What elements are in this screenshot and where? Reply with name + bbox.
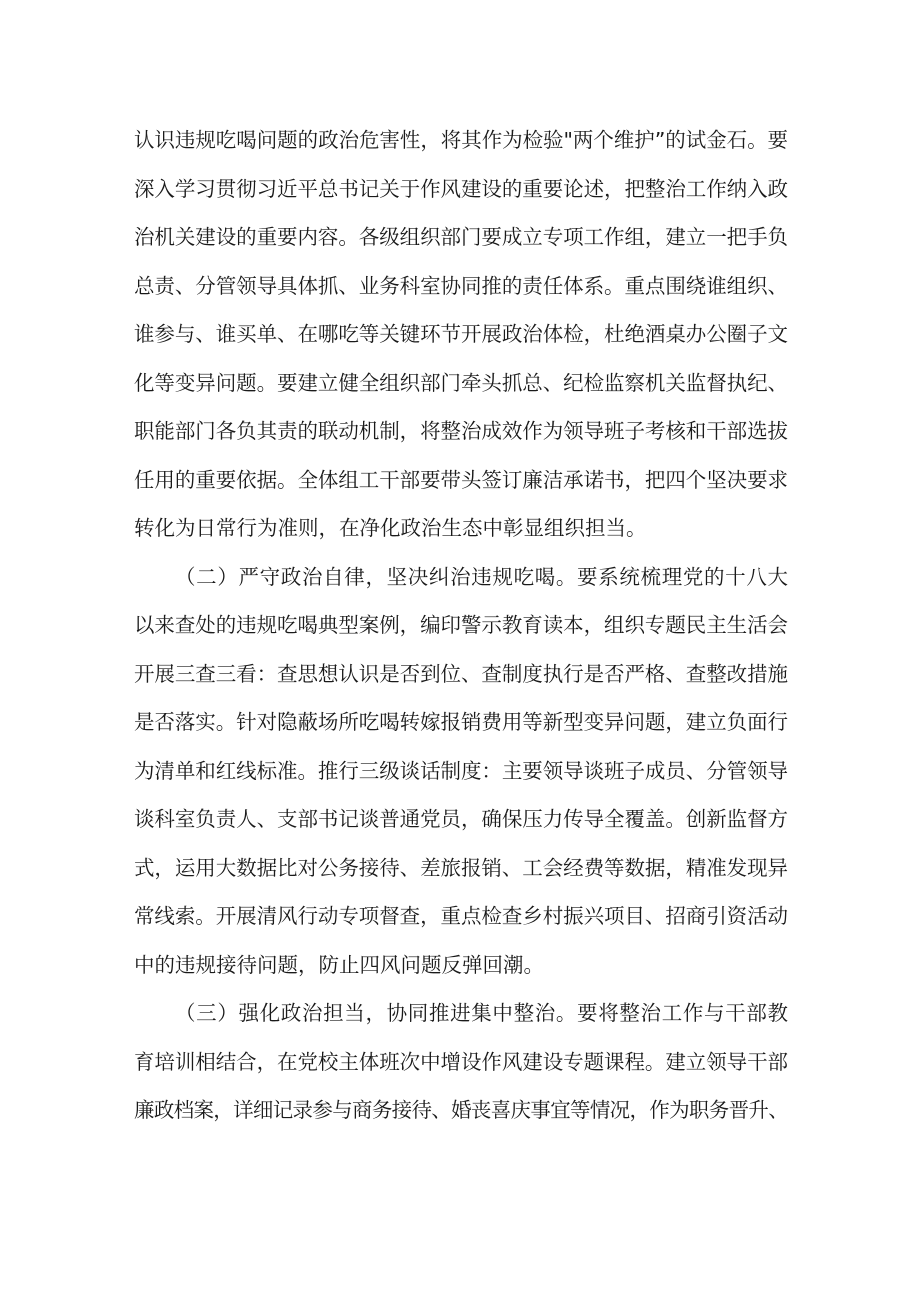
text-line: （三）强化政治担当，协同推进集中整治。要将整治工作与干部教 (175, 1001, 788, 1025)
text-line: 谈科室负责人、支部书记谈普通党员，确保压力传导全覆盖。创新监督方 (134, 807, 788, 831)
paragraph-2 (134, 553, 788, 990)
text-line: 是否落实。针对隐蔽场所吃喝转嫁报销费用等新型变异问题，建立负面行 (134, 710, 788, 734)
text-line: 常线索。开展清风行动专项督查，重点检查乡村振兴项目、招商引资活动 (134, 904, 788, 928)
text-line: 职能部门各负其责的联动机制，将整治成效作为领导班子考核和干部选拔 (134, 419, 788, 443)
text-line: 治机关建设的重要内容。各级组织部门要成立专项工作组，建立一把手负 (134, 225, 788, 249)
text-line: 化等变异问题。要建立健全组织部门牵头抓总、纪检监察机关监督执纪、 (134, 370, 788, 395)
text-line: 任用的重要依据。全体组工干部要带头签订廉洁承诺书，把四个坚决要求 (134, 467, 788, 492)
paragraph-1 (134, 116, 788, 553)
text-line: 式，运用大数据比对公务接待、差旅报销、工会经费等数据，精准发现异 (134, 855, 788, 880)
text-line: 以来查处的违规吃喝典型案例，编印警示教育读本，组织专题民主生活会 (134, 613, 788, 637)
text-line: 廉政档案，详细记录参与商务接待、婚丧喜庆事宜等情况，作为职务晋升、 (134, 1098, 788, 1122)
text-line: 总责、分管领导具体抓、业务科室协同推的责任体系。重点围绕谁组织、 (134, 273, 788, 298)
text-line: 育培训相结合，在党校主体班次中增设作风建设专题课程。建立领导干部 (134, 1049, 788, 1074)
document-body (134, 116, 788, 1135)
text-line: 为清单和红线标准。推行三级谈话制度：主要领导谈班子成员、分管领导 (134, 758, 788, 783)
text-line: 认识违规吃喝问题的政治危害性，将其作为检验"两个维护”的试金石。要 (134, 128, 788, 152)
text-line: 中的违规接待问题，防止四风问题反弹回潮。 (134, 952, 544, 977)
text-line: 谁参与、谁买单、在哪吃等关键环节开展政治体检，杜绝酒桌办公圈子文 (134, 322, 788, 346)
text-line: 开展三查三看：查思想认识是否到位、查制度执行是否严格、查整改措施 (134, 661, 788, 686)
text-line: 转化为日常行为准则，在净化政治生态中彰显组织担当。 (134, 516, 647, 540)
paragraph-3 (134, 989, 788, 1135)
text-line: （二）严守政治自律，坚决纠治违规吃喝。要系统梳理党的十八大 (175, 564, 788, 589)
text-line: 深入学习贯彻习近平总书记关于作风建设的重要论述，把整治工作纳入政 (134, 176, 788, 201)
